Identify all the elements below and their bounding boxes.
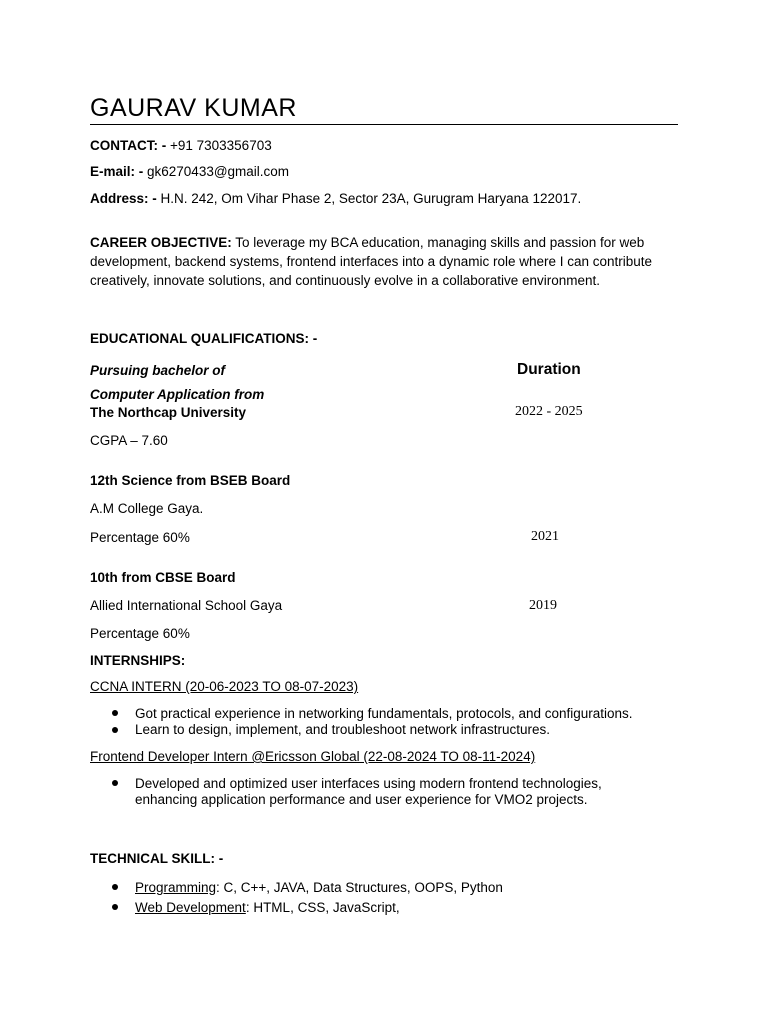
bullet-icon xyxy=(112,727,118,733)
address-value: H.N. 242, Om Vihar Phase 2, Sector 23A, Gurugram Haryana 122017. xyxy=(156,191,582,206)
degree-line-1: Pursuing bachelor of xyxy=(90,363,226,378)
university-name: The Northcap University xyxy=(90,405,247,420)
tenth-title: 10th from CBSE Board xyxy=(90,570,236,585)
header-divider xyxy=(90,124,678,125)
web-development-value: : HTML, CSS, JavaScript, xyxy=(245,900,400,915)
contact-line xyxy=(90,138,272,153)
skill-web-development xyxy=(135,900,400,915)
bullet-icon xyxy=(112,780,118,786)
degree-line-2: Computer Application from xyxy=(90,387,265,402)
ccna-point-2: Learn to design, implement, and troubleshoot network infrastructures. xyxy=(135,722,550,737)
tenth-percentage: Percentage 60% xyxy=(90,626,190,641)
ccna-point-1: Got practical experience in networking fundamentals, protocols, and configurations. xyxy=(135,706,633,721)
tenth-year: 2019 xyxy=(529,598,557,613)
twelfth-title: 12th Science from BSEB Board xyxy=(90,473,291,488)
address-line xyxy=(90,191,581,206)
skill-programming xyxy=(135,880,503,895)
career-objective xyxy=(90,233,675,290)
twelfth-school: A.M College Gaya. xyxy=(90,501,204,516)
education-heading: EDUCATIONAL QUALIFICATIONS: - xyxy=(90,331,318,346)
objective-text: To leverage my BCA education, managing skills and passion for web development, backend systems, frontend interfaces into a dynamic role where I can contribute creatively, innovate solutions, and continuously evolve in a collaborative environment. xyxy=(90,235,653,288)
phone-label: CONTACT: - xyxy=(90,138,167,153)
objective-label: CAREER OBJECTIVE: xyxy=(90,235,232,250)
bullet-icon xyxy=(112,904,118,910)
programming-value: : C, C++, JAVA, Data Structures, OOPS, Python xyxy=(216,880,503,895)
bullet-icon xyxy=(112,710,118,716)
internships-heading: INTERNSHIPS: xyxy=(90,653,186,668)
ccna-intern-title: CCNA INTERN (20-06-2023 TO 08-07-2023) xyxy=(90,679,359,694)
frontend-intern-title: Frontend Developer Intern @Ericsson Global (22-08-2024 TO 08-11-2024) xyxy=(90,749,536,764)
twelfth-percentage: Percentage 60% xyxy=(90,530,190,545)
university-years: 2022 - 2025 xyxy=(515,404,583,419)
duration-header: Duration xyxy=(517,361,581,378)
twelfth-year: 2021 xyxy=(531,529,559,544)
address-label: Address: - xyxy=(90,191,157,206)
web-development-label: Web Development xyxy=(135,900,246,915)
programming-label: Programming xyxy=(135,880,217,895)
frontend-point-line-2: enhancing application performance and user experience for VMO2 projects. xyxy=(135,792,588,807)
email-label: E-mail: - xyxy=(90,164,144,179)
bullet-icon xyxy=(112,884,118,890)
cgpa: CGPA – 7.60 xyxy=(90,433,168,448)
email-value: gk6270433@gmail.com xyxy=(143,164,290,179)
frontend-point-line-1: Developed and optimized user interfaces using modern frontend technologies, xyxy=(135,776,602,791)
skills-heading: TECHNICAL SKILL: - xyxy=(90,851,224,866)
phone-value: +91 7303356703 xyxy=(166,138,272,153)
candidate-name: GAURAV KUMAR xyxy=(90,94,297,122)
tenth-school: Allied International School Gaya xyxy=(90,598,283,613)
email-line xyxy=(90,164,289,179)
